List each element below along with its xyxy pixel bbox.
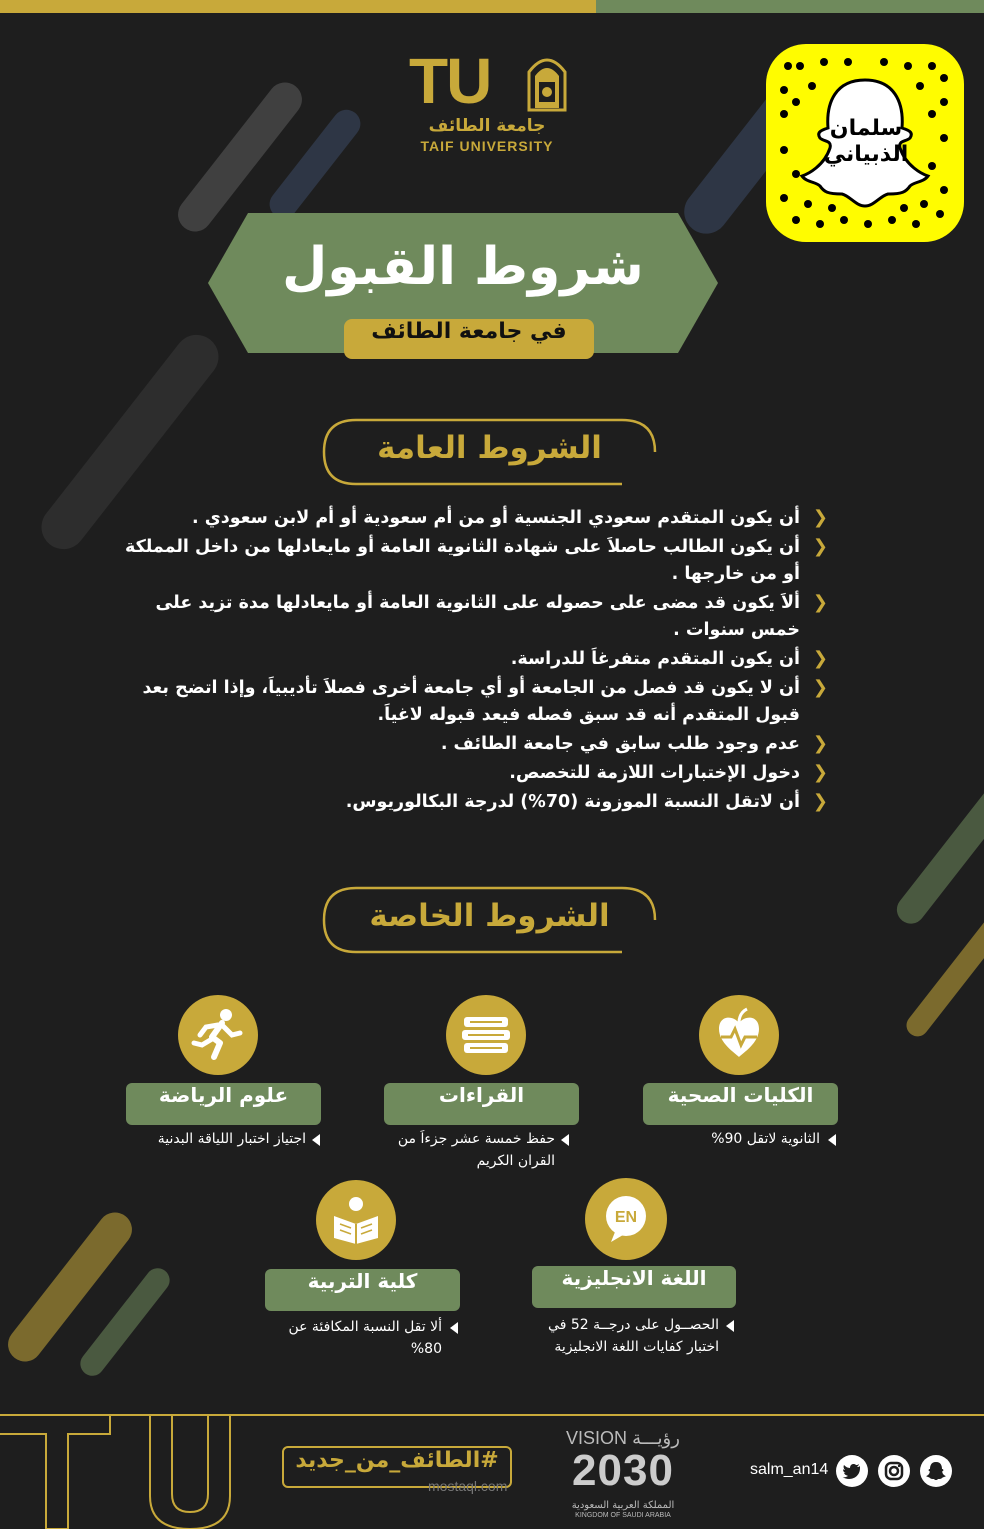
- vision-2030-logo: [558, 1428, 688, 1520]
- special-conditions-title: الشروط الخاصة: [369, 898, 610, 934]
- snapchat-icon[interactable]: [920, 1455, 952, 1487]
- card-education-note: ألا تقل النسبة المكافئة عن 80%: [288, 1319, 442, 1357]
- condition-text: أن لاتقل النسبة الموزونة (70%) لدرجة البكالوريوس.: [345, 792, 800, 812]
- card-education: كلية التربية: [265, 1269, 460, 1311]
- card-english: اللغة الانجليزية: [532, 1266, 736, 1308]
- chevron-left-icon: ❮: [812, 648, 828, 669]
- card-health-colleges-note: الثانوية لاتقل 90%: [711, 1131, 820, 1147]
- chevron-left-icon: ❮: [812, 536, 828, 557]
- tu-outline-mark: [0, 1414, 260, 1529]
- condition-item: [120, 760, 832, 787]
- card-sports-sciences-note: اجتياز اختبار اللياقة البدنية: [157, 1131, 306, 1147]
- condition-text: أن لا يكون قد فصل من الجامعة أو أي جامعة أخرى فصلاَ تأديبياَ، وإذا اتضح بعد قبول المتقدم أنه قد سبق فصله فيعد قبوله لاغياَ.: [142, 678, 800, 725]
- vision-label: VISION رؤيـــة: [566, 1428, 680, 1448]
- page-subtitle: في جامعة الطائف: [344, 319, 594, 359]
- condition-text: دخول الإختبارات اللازمة للتخصص.: [509, 763, 800, 783]
- en-speech-icon: [585, 1178, 667, 1260]
- card-health-colleges: الكليات الصحية: [643, 1083, 838, 1125]
- runner-icon: [178, 995, 258, 1075]
- twitter-icon[interactable]: [836, 1455, 868, 1487]
- top-bar-green: [596, 0, 984, 13]
- decor-stroke: [891, 739, 984, 930]
- general-conditions-heading: [322, 418, 657, 486]
- triangle-left-icon: [312, 1134, 320, 1146]
- condition-text: أن يكون المتقدم سعودي الجنسية أو من أم سعودية أو أم لابن سعودي .: [191, 508, 800, 528]
- triangle-left-icon: [450, 1322, 458, 1334]
- heart-apple-icon: [699, 995, 779, 1075]
- condition-item: [120, 731, 832, 758]
- triangle-left-icon: [561, 1134, 569, 1146]
- condition-text: أن يكون الطالب حاصلاَ على شهادة الثانوية العامة أو مايعادلها من داخل المملكة أو من خارجها .: [124, 537, 800, 584]
- snapcode-name-line1: سلمان: [829, 116, 903, 141]
- vision-year: 2030: [572, 1446, 674, 1495]
- chevron-left-icon: ❮: [812, 677, 828, 698]
- chevron-left-icon: ❮: [812, 592, 828, 613]
- card-qiraat-note: حفظ خمسة عشر جزءاَ من القران الكريم: [397, 1131, 555, 1169]
- top-bar-gold: [0, 0, 596, 13]
- card-english-note: الحصــول على درجــة 52 في اختبار كفايات اللغة الانجليزية: [548, 1317, 719, 1355]
- logo-emblem-icon: [525, 52, 569, 112]
- social-handle: salm_an14: [750, 1461, 829, 1478]
- logo-arabic-text: جامعة الطائف: [428, 116, 546, 136]
- chevron-left-icon: ❮: [812, 733, 828, 754]
- reader-icon: [316, 1180, 396, 1260]
- vision-kingdom-en: KINGDOM OF SAUDI ARABIA: [575, 1512, 671, 1519]
- special-conditions-heading: [322, 886, 657, 954]
- chevron-left-icon: ❮: [812, 507, 828, 528]
- svg-text:EN: EN: [614, 1209, 638, 1226]
- condition-text: عدم وجود طلب سابق في جامعة الطائف .: [440, 734, 800, 754]
- condition-item: [120, 646, 832, 673]
- triangle-left-icon: [726, 1320, 734, 1332]
- condition-item: [120, 675, 832, 729]
- vision-kingdom-ar: المملكة العربية السعودية: [571, 1500, 675, 1511]
- hashtag-badge: #الطائف_من_جديد: [282, 1446, 512, 1488]
- card-qiraat: القراءات: [384, 1083, 579, 1125]
- snapcode-name: [811, 116, 921, 169]
- general-conditions-list: [120, 505, 832, 818]
- snapcode: [766, 44, 964, 242]
- condition-text: ألاَ يكون قد مضى على حصوله على الثانوية العامة أو مايعادلها مدة تزيد على خمس سنوات .: [155, 593, 800, 640]
- condition-item: [120, 590, 832, 644]
- books-icon: [446, 995, 526, 1075]
- card-sports-sciences: علوم الرياضة: [126, 1083, 321, 1125]
- watermark: mostaql.com: [428, 1478, 508, 1494]
- condition-text: أن يكون المتقدم متفرغاَ للدراسة.: [510, 649, 800, 669]
- condition-item: [120, 789, 832, 816]
- condition-item: [120, 534, 832, 588]
- instagram-icon[interactable]: [878, 1455, 910, 1487]
- chevron-left-icon: ❮: [812, 791, 828, 812]
- taif-university-logo: [405, 45, 570, 160]
- snapcode-name-line2: الذبياني: [823, 142, 909, 168]
- chevron-left-icon: ❮: [812, 762, 828, 783]
- page-title: شروط القبول: [282, 237, 644, 297]
- logo-tu-letters: TU: [409, 45, 491, 117]
- triangle-left-icon: [828, 1134, 836, 1146]
- title-banner: [208, 213, 718, 373]
- condition-item: [120, 505, 832, 532]
- logo-english-text: TAIF UNIVERSITY: [420, 138, 554, 154]
- general-conditions-title: الشروط العامة: [377, 430, 602, 466]
